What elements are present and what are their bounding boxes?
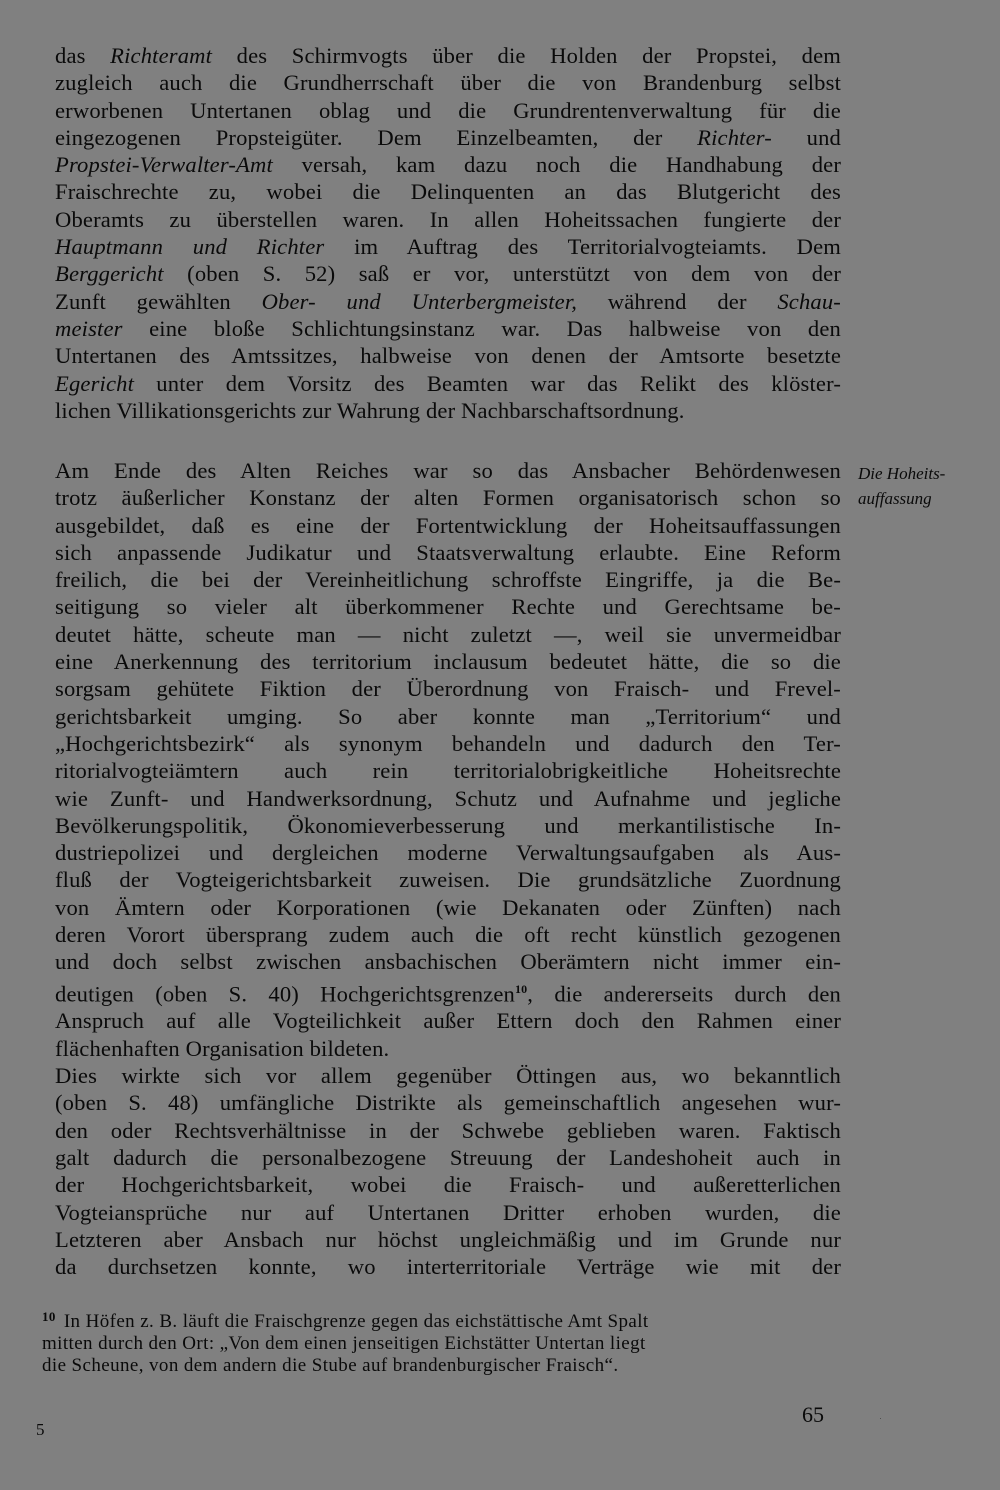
text-fragment: unter dem Vorsitz des Beamten war das Relikt des klöster- xyxy=(134,370,841,396)
text-line: ausgebildet, daß es eine der Fortentwicklung der Hoheitsauffassungen xyxy=(55,512,841,538)
text-fragment: Zunft gewählten xyxy=(55,288,262,314)
text-fragment: während der xyxy=(577,288,778,314)
italic-term: Hauptmann und Richter xyxy=(55,234,325,260)
text-line: deutet hätte, scheute man — nicht zuletzt —, weil sie unvermeidbar xyxy=(55,621,841,647)
text-line: freilich, die bei der Vereinheitlichung schroffste Eingriffe, ja die Be- xyxy=(55,567,841,593)
text-line: sorgsam gehütete Fiktion der Überordnung von Fraisch- und Frevel- xyxy=(55,676,841,702)
text-line: sich anpassende Judikatur und Staatsverwaltung erlaubte. Eine Reform xyxy=(55,539,841,565)
text-fragment: versah, kam dazu noch die Handhabung der xyxy=(272,152,841,178)
text-line: ritorialvogteiämtern auch rein territorialobrigkeitliche Hoheitsrechte xyxy=(55,758,841,784)
footnote-reference[interactable]: 10 xyxy=(514,981,528,996)
text-fragment: und xyxy=(771,124,841,150)
footnote-line xyxy=(42,1306,832,1333)
text-line: Bevölkerungspolitik, Ökonomieverbesserung und merkantilistische In- xyxy=(55,812,841,838)
page-number: 65 xyxy=(802,1402,824,1427)
text-line: trotz äußerlicher Konstanz der alten Formen organisatorisch schon so xyxy=(55,485,841,511)
body-paragraph-1 xyxy=(55,42,841,424)
text-fragment: eingezogenen Propsteigüter. Dem Einzelbeamten, der xyxy=(55,124,698,150)
text-line: Oberamts zu überstellen waren. In allen Hoheitssachen fungierte der xyxy=(55,206,841,232)
text-line: Fraischrechte zu, wobei die Delinquenten an das Blutgericht des xyxy=(55,179,841,205)
margin-note-line: Die Hoheits- xyxy=(858,464,946,483)
body-paragraph-2 xyxy=(55,457,841,1280)
footnote xyxy=(42,1306,832,1377)
text-line: von Ämtern oder Korporationen (wie Dekanaten oder Zünften) nach xyxy=(55,894,841,920)
margin-note xyxy=(858,462,968,511)
text-line: fluß der Vogteigerichtsbarkeit zuweisen. Die grundsätzliche Zuordnung xyxy=(55,867,841,893)
text-line: gerichtsbarkeit umging. So aber konnte man „Territorium“ und xyxy=(55,703,841,729)
text-line: deren Vorort übersprang zudem auch die oft recht künstlich gezogenen xyxy=(55,922,841,948)
margin-note-line: auffassung xyxy=(858,488,932,508)
text-line: Am Ende des Alten Reiches war so das Ansbacher Behördenwesen xyxy=(55,458,841,483)
text-line: Anspruch auf alle Vogteilichkeit außer Ettern doch den Rahmen einer xyxy=(55,1008,841,1034)
scan-speck xyxy=(880,1418,881,1419)
text-line: galt dadurch die personalbezogene Streuung der Landeshoheit auch in xyxy=(55,1144,841,1170)
italic-term: Berggericht xyxy=(55,261,164,287)
text-fragment: deutigen (oben S. 40) Hochgerichtsgrenzen xyxy=(55,981,515,1007)
footnote-line: die Scheune, von dem andern die Stube auf brandenburgischer Fraisch“. xyxy=(42,1355,619,1376)
italic-term: Richter- xyxy=(697,124,772,150)
text-line xyxy=(55,288,841,315)
text-line: „Hochgerichtsbezirk“ als synonym behandeln und dadurch den Ter- xyxy=(55,730,841,756)
text-line: zugleich auch die Grundherrschaft über die von Brandenburg selbst xyxy=(55,70,841,96)
italic-term: meister xyxy=(55,315,123,341)
italic-term: Propstei-Verwalter-Amt xyxy=(55,152,273,178)
text-fragment: das xyxy=(55,43,111,68)
text-line xyxy=(55,42,841,69)
text-line xyxy=(55,976,841,1008)
text-line xyxy=(55,151,841,178)
footnote-number: 10 xyxy=(42,1309,56,1324)
text-fragment: im Auftrag des Territorialvogteiamts. Dem xyxy=(324,234,842,260)
italic-term: Egericht xyxy=(55,370,134,396)
footnote-text: In Höfen z. B. läuft die Fraischgrenze gegen das eichstättische Amt Spalt xyxy=(63,1311,649,1332)
text-line: Dies wirkte sich vor allem gegenüber Öttingen aus, wo bekanntlich xyxy=(55,1063,841,1089)
text-line: flächenhaften Organisation bildeten. xyxy=(55,1035,390,1061)
text-line: erworbenen Untertanen oblag und die Grundrentenverwaltung für die xyxy=(55,97,841,123)
text-line: dustriepolizei und dergleichen moderne Verwaltungsaufgaben als Aus- xyxy=(55,840,841,866)
text-line: (oben S. 48) umfängliche Distrikte als gemeinschaftlich angesehen wur- xyxy=(55,1090,841,1116)
text-line xyxy=(55,260,841,287)
text-line xyxy=(55,124,841,151)
text-line: den oder Rechtsverhältnisse in der Schwebe geblieben waren. Faktisch xyxy=(55,1117,841,1143)
text-fragment: des Schirmvogts über die Holden der Propstei, dem xyxy=(212,43,841,68)
text-line: lichen Villikationsgerichts zur Wahrung der Nachbarschaftsordnung. xyxy=(55,397,685,423)
text-line: Letzteren aber Ansbach nur höchst ungleichmäßig und im Grunde nur xyxy=(55,1226,841,1252)
footnote-line: mitten durch den Ort: „Von dem einen jenseitigen Eichstätter Untertan liegt xyxy=(42,1333,646,1354)
text-line: Untertanen des Amtssitzes, halbweise von denen der Amtsorte besetzte xyxy=(55,343,841,369)
signature-mark: 5 xyxy=(36,1420,45,1439)
italic-term: Ober- und Unterbergmeister, xyxy=(261,288,578,314)
text-line: seitigung so vieler alt überkommener Rechte und Gerechtsame be- xyxy=(55,594,841,620)
text-line: der Hochgerichtsbarkeit, wobei die Fraisch- und außeretterlichen xyxy=(55,1172,841,1198)
text-line: Vogteiansprüche nur auf Untertanen Dritter erhoben wurden, die xyxy=(55,1199,841,1225)
text-line xyxy=(55,315,841,342)
italic-term: Richteramt xyxy=(110,43,213,68)
italic-term: Schau- xyxy=(777,288,841,314)
text-line: eine Anerkennung des territorium inclausum bedeutet hätte, die so die xyxy=(55,649,841,675)
text-line: wie Zunft- und Handwerksordnung, Schutz und Aufnahme und jegliche xyxy=(55,785,841,811)
text-line: da durchsetzen konnte, wo interterritoriale Verträge wie mit der xyxy=(55,1254,841,1280)
text-fragment: , die andererseits durch den xyxy=(527,981,841,1007)
text-line: und doch selbst zwischen ansbachischen Oberämtern nicht immer ein- xyxy=(55,949,841,975)
text-fragment: eine bloße Schlichtungsinstanz war. Das halbweise von den xyxy=(122,315,841,341)
text-fragment: (oben S. 52) saß er vor, unterstützt von dem von der xyxy=(163,261,841,287)
text-line xyxy=(55,370,841,397)
text-line xyxy=(55,233,841,260)
